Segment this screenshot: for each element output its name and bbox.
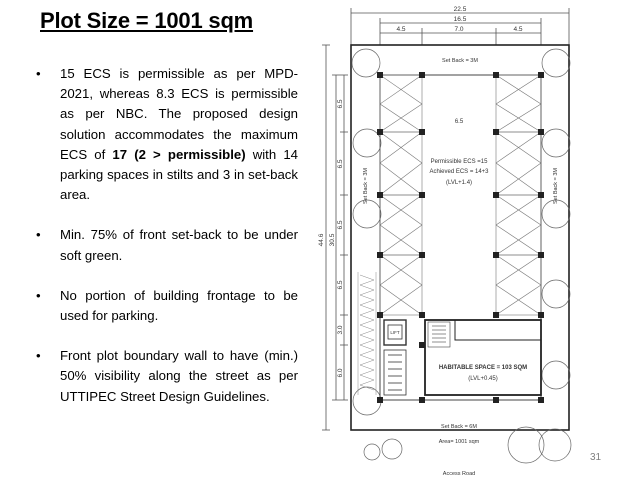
habitable-space-label: HABITABLE SPACE = 103 SQM xyxy=(438,365,528,371)
dim-total-width: 22.5 xyxy=(453,6,467,13)
site-plan-drawing xyxy=(310,0,638,479)
dim-total-depth: 44.6 xyxy=(318,233,325,247)
ramp-hatching xyxy=(358,272,376,395)
dim-seg-3: 6.5 xyxy=(337,220,344,230)
dim-right-bay: 4.5 xyxy=(513,26,523,33)
bullet-soft-green-text: Min. 75% of front set-back to be under soft green. xyxy=(60,227,298,263)
staircase xyxy=(428,322,450,347)
setback-top-label: Set Back = 3M xyxy=(442,58,478,64)
achieved-ecs-label: Achieved ECS = 14+3 xyxy=(429,169,489,175)
bullet-soft-green xyxy=(36,225,298,265)
habitable-block xyxy=(425,320,541,395)
bullet-ecs-text-end: with 14 parking spaces in stilts and 3 in set-back area. xyxy=(60,146,298,203)
parking-bays xyxy=(380,75,541,315)
habitable-inner-wall xyxy=(455,320,541,340)
bullet-marker: • xyxy=(36,287,41,303)
setback-bottom-label: Set Back = 6M xyxy=(441,424,477,430)
bullet-marker: • xyxy=(36,66,41,81)
bullet-ecs-bold: 17 (2 > permissible) xyxy=(112,146,246,162)
bullet-marker: • xyxy=(36,348,41,364)
dim-seg-1: 6.5 xyxy=(337,99,344,109)
dim-seg-5: 3.0 xyxy=(337,325,344,335)
page-number: 31 xyxy=(590,452,602,463)
bullet-ecs xyxy=(36,64,298,205)
slide-title: Plot Size = 1001 sqm xyxy=(40,8,254,33)
bullet-boundary-wall-text: Front plot boundary wall to have (min.) 50% visibility along the street as per UTTIPEC Street Design Guidelines. xyxy=(60,348,298,404)
dim-seg-4: 6.5 xyxy=(337,280,344,290)
bullet-boundary-wall xyxy=(36,346,298,407)
dim-left-bay: 4.5 xyxy=(396,26,406,33)
lift-label: LIFT xyxy=(390,330,400,335)
bullet-frontage xyxy=(36,286,298,326)
permissible-ecs-label: Permissible ECS =15 xyxy=(430,159,488,165)
bullet-ecs-text: 15 ECS is permissible as per MPD-2021, whereas 8.3 ECS is permissible as per NBC. The proposed design solution accommodates the maximum ECS of xyxy=(60,66,298,162)
bullet-list xyxy=(36,64,298,427)
inner-dimension-label: 6.5 xyxy=(454,119,464,125)
dim-inner-width: 16.5 xyxy=(453,16,467,23)
dim-seg-6: 6.0 xyxy=(337,368,344,378)
setback-right-label: Set Back = 3M xyxy=(553,168,559,204)
dim-inner-depth: 30.5 xyxy=(329,233,336,247)
bullet-frontage-text: No portion of building frontage to be used for parking. xyxy=(60,287,298,324)
dim-middle-bay: 7.0 xyxy=(454,26,464,33)
dim-seg-2: 6.5 xyxy=(337,159,344,169)
access-road-label: Access Road xyxy=(442,471,476,477)
area-label: Area= 1001 sqm xyxy=(438,439,480,445)
setback-left-label: Set Back = 3M xyxy=(363,168,369,204)
bullet-marker: • xyxy=(36,227,41,243)
parking-level-label: (LVL+1.4) xyxy=(445,180,473,186)
habitable-level-label: (LVL+0.45) xyxy=(468,376,498,382)
